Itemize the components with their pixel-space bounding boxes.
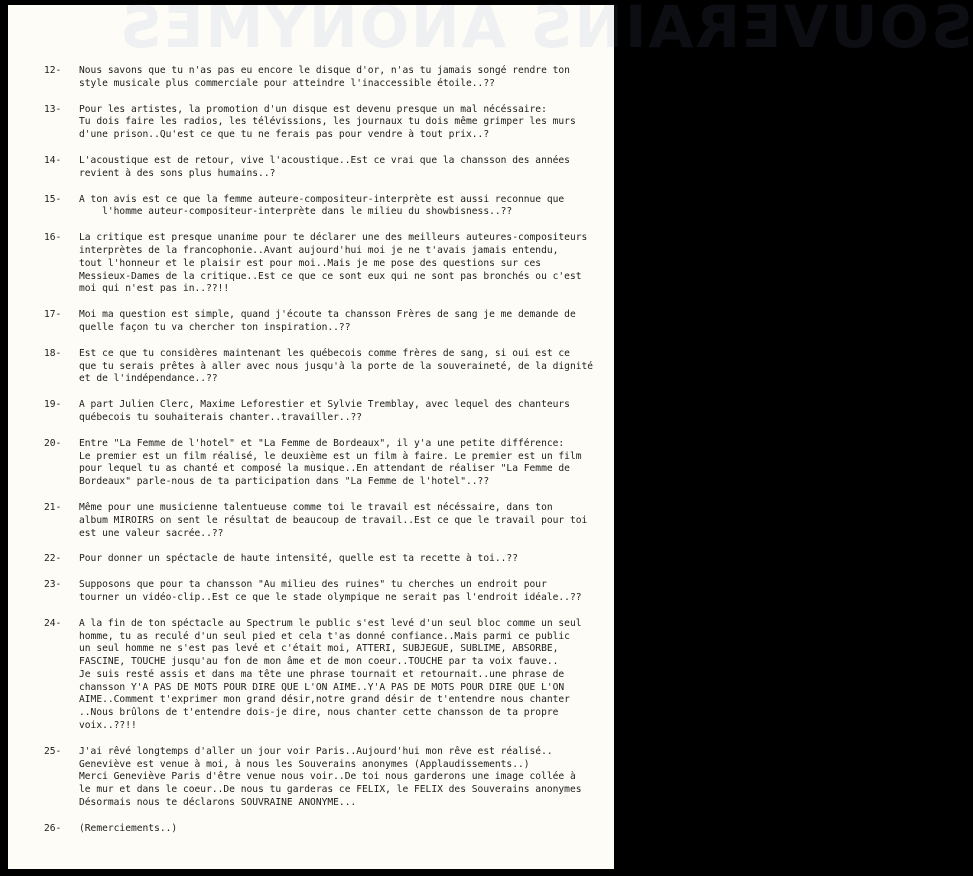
text-line: A ton avis est ce que la femme auteure-compositeur-interprète est aussi reconnue que	[79, 193, 565, 205]
question-item	[8, 746, 648, 810]
question-item	[8, 309, 648, 335]
question-text	[79, 65, 648, 91]
text-line: style musicale plus commerciale pour atteindre l'inaccessible étoile..??	[79, 77, 495, 89]
question-text	[79, 553, 648, 566]
question-text	[79, 502, 648, 540]
question-number: 20-	[44, 437, 62, 449]
text-line: tout l'honneur et le plaisir est pour moi..Mais je me pose des questions sur ces	[79, 257, 542, 269]
text-line: Est ce que tu considères maintenant les québecois comme frères de sang, si oui est ce	[79, 347, 570, 359]
text-line: Le premier est un film réalisé, le deuxième est un film à faire. Le premier est un film	[79, 450, 582, 462]
text-line: est une valeur sacrée..??	[79, 527, 224, 539]
question-text	[79, 155, 648, 181]
text-line: album MIROIRS on sent le résultat de beaucoup de travail..Est ce que le travail pour toi	[79, 514, 588, 526]
question-text	[79, 579, 648, 605]
text-line: l'homme auteur-compositeur-interprète dans le milieu du showbisness..??	[79, 206, 513, 218]
question-item	[8, 348, 648, 386]
question-number: 15-	[44, 193, 62, 205]
text-line: Supposons que pour ta chansson "Au milieu des ruines" tu cherches un endroit pour	[79, 579, 547, 591]
text-line: (Remerciements..)	[79, 822, 178, 834]
question-text	[79, 438, 648, 489]
question-item	[8, 823, 648, 836]
document-page	[8, 0, 973, 869]
text-line: Désormais nous te déclarons SOUVRAINE ANONYME...	[79, 797, 357, 809]
text-line: ..Nous brûlons de t'entendre dois-je dire, nous chanter cette chansson de ta propre	[79, 707, 559, 719]
question-item	[8, 155, 648, 181]
text-line: interprètes de la francophonie..Avant aujourd'hui moi je ne t'avais jamais entendu,	[79, 244, 559, 256]
question-number: 25-	[44, 745, 62, 757]
text-line: un seul homme ne s'est pas levé et c'était moi, ATTERI, SUBJEGUE, SUBLIME, ABSORBE,	[79, 643, 559, 655]
question-item	[8, 553, 648, 566]
question-text	[79, 309, 648, 335]
text-line: Je suis resté assis et dans ma tête une phrase tournait et retournait..une phrase de	[79, 668, 565, 680]
question-item	[8, 65, 648, 91]
text-line: Même pour une musicienne talentueuse comme toi le travail est nécéssaire, dans ton	[79, 501, 553, 513]
text-line: Entre "La Femme de l'hotel" et "La Femme de Bordeaux", il y'a une petite différence:	[79, 437, 565, 449]
text-line: Moi ma question est simple, quand j'écoute ta chansson Frères de sang je me demande de	[79, 309, 576, 321]
text-line: A part Julien Clerc, Maxime Leforestier et Sylvie Tremblay, avec lequel des chanteurs	[79, 399, 570, 411]
question-item	[8, 232, 648, 296]
text-line: La critique est presque unanime pour te déclarer une des meilleurs auteures-compositeurs	[79, 232, 588, 244]
text-line: Nous savons que tu n'as pas eu encore le disque d'or, n'as tu jamais songé rendre ton	[79, 65, 570, 76]
question-item	[8, 438, 648, 489]
text-line: tourner un vidéo-clip..Est ce que le stade olympique ne serait pas l'endroit idéale..??	[79, 591, 582, 603]
text-line: Pour donner un spéctacle de haute intensité, quelle est ta recette à toi..??	[79, 553, 518, 565]
text-line: J'ai rêvé longtemps d'aller un jour voir Paris..Aujourd'hui mon rêve est réalisé..	[79, 745, 553, 757]
question-number: 22-	[44, 553, 62, 565]
text-line: d'une prison..Qu'est ce que tu ne ferais pas pour vendre à tout prix..?	[79, 129, 490, 141]
text-line: L'acoustique est de retour, vive l'acoustique..Est ce vrai que la chansson des années	[79, 154, 570, 166]
text-line: Merci Geneviève Paris d'être venue nous voir..De toi nous garderons une image collée à	[79, 771, 576, 783]
text-line: A la fin de ton spéctacle au Spectrum le public s'est levé d'un seul bloc comme un seul	[79, 617, 582, 629]
text-line: Messieux-Dames de la critique..Est ce que ce sont eux qui ne sont pas bronchés ou c'est	[79, 270, 582, 282]
question-text	[79, 618, 648, 733]
text-line: voix..??!!	[79, 720, 137, 732]
text-line: le mur et dans le coeur..De nous tu garderas ce FELIX, le FELIX des Souverains anonymes	[79, 784, 582, 796]
text-line: que tu serais prêtes à aller avec nous jusqu'à la porte de la souveraineté, de la dignité	[79, 360, 594, 372]
question-number: 12-	[44, 65, 62, 76]
text-line: pour lequel tu as chanté et composé la musique..En attendant de réaliser "La Femme de	[79, 463, 570, 475]
text-line: moi qui n'est pas in..??!!	[79, 283, 230, 295]
question-number: 26-	[44, 822, 62, 834]
question-number: 16-	[44, 232, 62, 244]
question-number: 19-	[44, 399, 62, 411]
text-line: FASCINE, TOUCHE jusqu'au fon de mon âme et de mon coeur..TOUCHE par ta voix fauve..	[79, 656, 559, 668]
text-line: Pour les artistes, la promotion d'un disque est devenu presque un mal nécéssaire:	[79, 103, 547, 115]
question-number: 14-	[44, 154, 62, 166]
question-text	[79, 104, 648, 142]
question-item	[8, 194, 648, 220]
text-line: homme, tu as reculé d'un seul pied et cela t'as donné confiance..Mais parmi ce public	[79, 630, 570, 642]
text-line: chansson Y'A PAS DE MOTS POUR DIRE QUE L'ON AIME..Y'A PAS DE MOTS POUR DIRE QUE L'ON	[79, 681, 565, 693]
question-number: 23-	[44, 579, 62, 591]
question-number: 17-	[44, 309, 62, 321]
question-number: 13-	[44, 103, 62, 115]
text-line: revient à des sons plus humains..?	[79, 167, 276, 179]
text-line: Bordeaux" parle-nous de ta participation dans "La Femme de l'hotel"..??	[79, 476, 490, 488]
question-number: 18-	[44, 347, 62, 359]
question-text	[79, 232, 648, 296]
question-number: 21-	[44, 501, 62, 513]
question-text	[79, 194, 648, 220]
question-item	[8, 618, 648, 733]
question-item	[8, 502, 648, 540]
question-text	[79, 823, 648, 836]
question-number: 24-	[44, 617, 62, 629]
question-text	[79, 746, 648, 810]
text-line: québecois tu souhaiterais chanter..travailler..??	[79, 411, 363, 423]
text-line: et de l'indépendance..??	[79, 373, 218, 385]
question-item	[8, 104, 648, 142]
question-item	[8, 399, 648, 425]
question-item	[8, 579, 648, 605]
bleed-through-heading: SOUVERAINS ANONYMES	[118, 0, 973, 61]
text-line: Tu dois faire les radios, les télévissions, les journaux tu dois même grimper les murs	[79, 116, 576, 128]
question-list	[8, 65, 648, 849]
question-text	[79, 399, 648, 425]
text-line: Geneviève est venue à moi, à nous les Souverains anonymes (Applaudissements..)	[79, 758, 530, 770]
text-line: AIME..Comment t'exprimer mon grand désir,notre grand désir de t'entendre nous chanter	[79, 694, 570, 706]
question-text	[79, 348, 648, 386]
text-line: quelle façon tu va chercher ton inspiration..??	[79, 321, 351, 333]
